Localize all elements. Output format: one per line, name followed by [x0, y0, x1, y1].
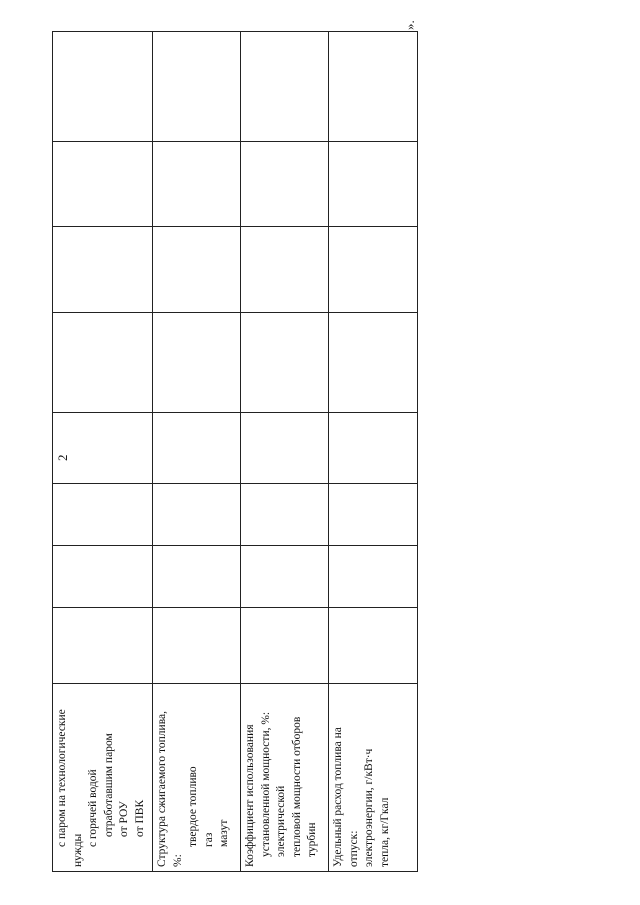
row-label-line: отработавшим паром: [102, 733, 115, 837]
empty-cell: [241, 32, 329, 142]
row-label-line: Коэффициент использования: [244, 724, 256, 867]
row-label-line: Удельный расход топлива на: [332, 727, 344, 867]
empty-cell: [241, 227, 329, 313]
data-table: [52, 31, 418, 872]
row-label-line: нужды: [71, 833, 84, 867]
row-label-cell: [53, 684, 153, 872]
table-row: [241, 32, 329, 872]
empty-cell: [53, 32, 153, 142]
empty-cell: [153, 546, 241, 608]
row-label-line: Структура сжигаемого топлива,: [156, 711, 168, 867]
row-label-line: электрической: [275, 785, 288, 857]
table-row: [329, 32, 418, 872]
table-row: [53, 32, 153, 872]
empty-cell: [153, 142, 241, 227]
row-label-cell: [153, 684, 241, 872]
empty-cell: [53, 142, 153, 227]
empty-cell: [329, 546, 418, 608]
table-row: [153, 32, 241, 872]
empty-cell: [53, 484, 153, 546]
row-label-line: газ: [202, 832, 215, 847]
empty-cell: [53, 227, 153, 313]
empty-cell: [153, 484, 241, 546]
row-label-line: твердое топливо: [187, 766, 200, 847]
empty-cell: [241, 142, 329, 227]
empty-cell: [153, 608, 241, 684]
empty-cell: [53, 608, 153, 684]
row-label-line: мазут: [218, 819, 231, 847]
empty-cell: [53, 413, 153, 484]
empty-cell: [241, 413, 329, 484]
row-label-line: от ПВК: [133, 799, 146, 837]
empty-cell: [241, 313, 329, 413]
row-label-line: электроэнергии, г/кВт·ч: [363, 748, 376, 867]
empty-cell: [329, 413, 418, 484]
row-label-line: с паром на технологические: [56, 709, 68, 847]
row-label-cell: [329, 684, 418, 872]
empty-cell: [153, 313, 241, 413]
empty-cell: [53, 313, 153, 413]
page-number: 2: [55, 454, 70, 461]
empty-cell: [153, 413, 241, 484]
empty-cell: [329, 608, 418, 684]
row-label-line: установленной мощности, %:: [259, 711, 272, 857]
row-label-line: %:: [171, 854, 184, 867]
empty-cell: [153, 227, 241, 313]
closing-quote-mark: ».: [402, 20, 417, 30]
row-label-cell: [241, 684, 329, 872]
empty-cell: [329, 32, 418, 142]
rotated-table-container: [52, 32, 417, 872]
empty-cell: [329, 227, 418, 313]
row-label-line: с горячей водой: [87, 769, 100, 847]
empty-cell: [329, 484, 418, 546]
empty-cell: [241, 484, 329, 546]
empty-cell: [153, 32, 241, 142]
row-label-line: отпуск:: [347, 830, 360, 867]
empty-cell: [241, 608, 329, 684]
row-label-line: тепла, кг/Гкал: [378, 797, 391, 867]
row-label-line: тепловой мощности отборов: [290, 716, 303, 857]
row-label-line: от РОУ: [118, 801, 131, 837]
empty-cell: [329, 142, 418, 227]
empty-cell: [329, 313, 418, 413]
empty-cell: [53, 546, 153, 608]
row-label-line: турбин: [306, 822, 319, 857]
empty-cell: [241, 546, 329, 608]
